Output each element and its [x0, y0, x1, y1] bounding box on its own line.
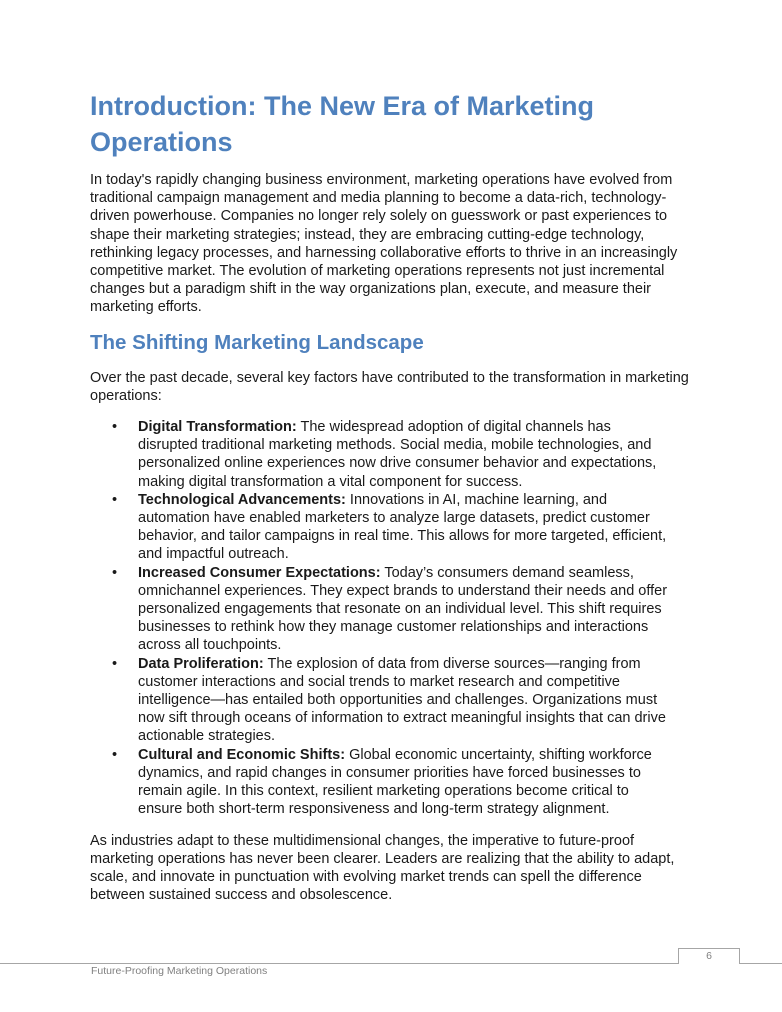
list-item [112, 746, 672, 819]
section-intro-paragraph: Over the past decade, several key factors have contributed to the transformation in marketing operations: [90, 369, 689, 404]
bullet-text: Today’s consumers demand seamless, omnichannel experiences. They expect brands to understand their needs and offer personalized engagements that resonate on an individual level. This shift requires businesses to rethink how they manage customer relationships and interactions across all touchpoints. [138, 564, 668, 654]
bullet-term: Cultural and Economic Shifts: [138, 746, 346, 763]
list-item [112, 418, 672, 491]
list-item [112, 655, 672, 746]
bullet-text: The explosion of data from diverse sources—ranging from customer interactions and social trends to market research and competitive intelligence—has entailed both opportunities and challenges. Organizations must now sift through oceans of information to extract meaningful insights that can drive actionable strategies. [138, 655, 666, 745]
list-item [112, 491, 672, 564]
footer-divider [0, 963, 782, 964]
footer-document-title: Future-Proofing Marketing Operations [91, 965, 268, 977]
bullet-text: The widespread adoption of digital channels has disrupted traditional marketing methods. Social media, mobile technologies, and personalized online experiences now drive consumer behavior and expectations, making digital transformation a vital component for success. [138, 419, 657, 490]
bullet-term: Data Proliferation: [138, 655, 264, 672]
closing-paragraph: As industries adapt to these multidimensional changes, the imperative to future-proof marketing operations has never been clearer. Leaders are realizing that the ability to adapt, scale, and innovate in punctuation with evolving market trends can spell the difference between sustained success and obsolescence. [90, 832, 675, 904]
bullet-term: Increased Consumer Expectations: [138, 564, 381, 581]
bullet-icon: • [112, 564, 118, 581]
bullet-text: Innovations in AI, machine learning, and automation have enabled marketers to analyze large datasets, predict customer behavior, and tailor campaigns in real time. This allows for more targeted, efficient, and impactful outreach. [138, 491, 667, 563]
list-item [112, 564, 672, 655]
intro-paragraph: In today's rapidly changing business environment, marketing operations have evolved from traditional campaign management and media planning to become a data-rich, technology-driven powerhouse. Companies no longer rely solely on guesswork or past experiences to shape their marketing strategies; instead, they are embracing cutting-edge technology, rethinking legacy processes, and harnessing collaborative efforts to thrive in an increasingly competitive market. The evolution of marketing operations represents not just incremental changes but a paradigm shift in the way organizations plan, execute, and measure their marketing efforts. [90, 172, 678, 316]
page-number: 6 [678, 948, 740, 964]
bullet-icon: • [112, 655, 118, 672]
bullet-term: Digital Transformation: [138, 419, 297, 436]
key-factors-list [112, 418, 672, 818]
bullet-term: Technological Advancements: [138, 491, 346, 508]
bullet-icon: • [112, 419, 118, 436]
document-page [90, 0, 694, 917]
section-heading: The Shifting Marketing Landscape [90, 330, 424, 354]
bullet-icon: • [112, 746, 118, 763]
bullet-text: Global economic uncertainty, shifting workforce dynamics, and rapid changes in consumer priorities have forced businesses to remain agile. In this context, resilient marketing operations become critical to ensure both short-term responsiveness and long-term strategy alignment. [138, 746, 652, 818]
bullet-icon: • [112, 491, 118, 508]
page-title: Introduction: The New Era of Marketing Operations [90, 91, 595, 157]
